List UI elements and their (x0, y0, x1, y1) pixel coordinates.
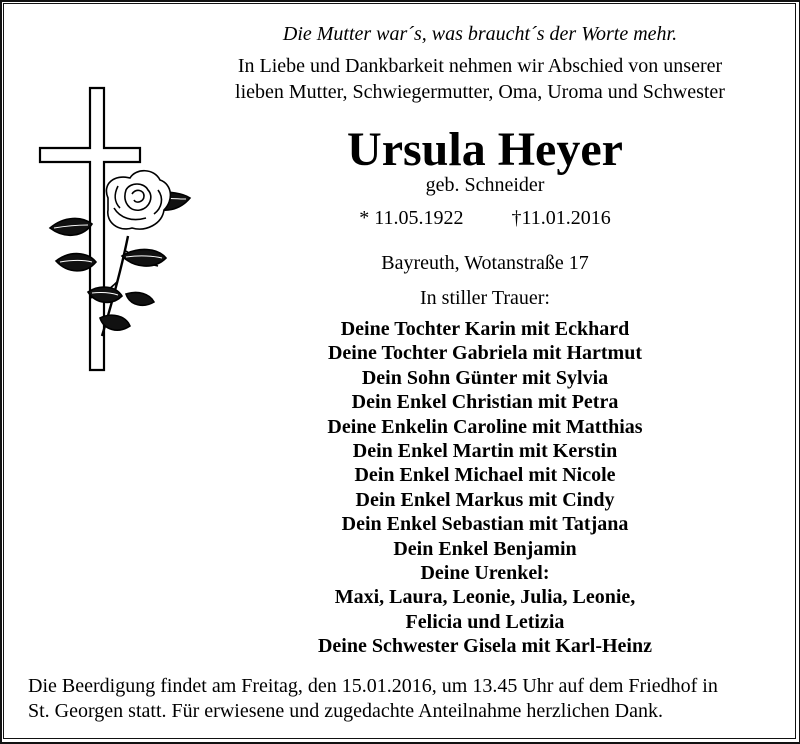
rose-icon (50, 171, 190, 336)
mourner-line: Deine Tochter Karin mit Eckhard (340, 318, 630, 340)
cross-with-rose-icon (30, 86, 200, 376)
mourner-line: Dein Enkel Martin mit Kerstin (352, 440, 618, 463)
mourner-line: Dein Enkel Christian mit Petra (351, 391, 619, 414)
deceased-name: Ursula Heyer (347, 123, 623, 176)
mourner-line: Dein Enkel Markus mit Cindy (355, 488, 615, 511)
mourner-line: Dein Enkel Michael mit Nicole (354, 464, 616, 487)
mourner-line: Dein Sohn Günter mit Sylvia (361, 366, 609, 389)
mourner-line: Dein Enkel Benjamin (393, 537, 577, 560)
mourner-line: Deine Enkelin Caroline mit Matthias (327, 415, 643, 438)
intro-line-2: lieben Mutter, Schwiegermutter, Oma, Uroma und Schwester (235, 81, 725, 103)
mourner-line: Dein Enkel Sebastian mit Tatjana (341, 513, 629, 536)
residence: Bayreuth, Wotanstraße 17 (381, 252, 589, 274)
mourner-line: Felicia und Letizia (405, 610, 565, 633)
funeral-info-line-2: St. Georgen statt. Für erwiesene und zugedachte Anteilnahme herzlichen Dank. (28, 700, 663, 722)
funeral-info (28, 674, 788, 724)
mourner-line: Maxi, Laura, Leonie, Julia, Leonie, (334, 586, 636, 609)
mourner-line: Deine Urenkel: (420, 562, 550, 585)
mourner-line: Deine Tochter Gabriela mit Hartmut (327, 342, 643, 365)
life-dates (260, 205, 710, 231)
intro-line-1: In Liebe und Dankbarkeit nehmen wir Abschied von unserer (237, 55, 723, 77)
intro-text (180, 53, 780, 105)
birth-name: geb. Schneider (425, 174, 545, 196)
funeral-info-line-1: Die Beerdigung findet am Freitag, den 15.01.2016, um 13.45 Uhr auf dem Friedhof in (28, 675, 718, 697)
birth-date: * 11.05.1922 (359, 207, 464, 229)
mourning-heading: In stiller Trauer: (420, 287, 550, 309)
death-date: †11.01.2016 (511, 207, 611, 229)
mourners-list (220, 317, 750, 659)
mourner-line: Deine Schwester Gisela mit Karl-Heinz (317, 635, 652, 658)
motto: Die Mutter war´s, was braucht´s der Worte mehr. (282, 23, 678, 45)
